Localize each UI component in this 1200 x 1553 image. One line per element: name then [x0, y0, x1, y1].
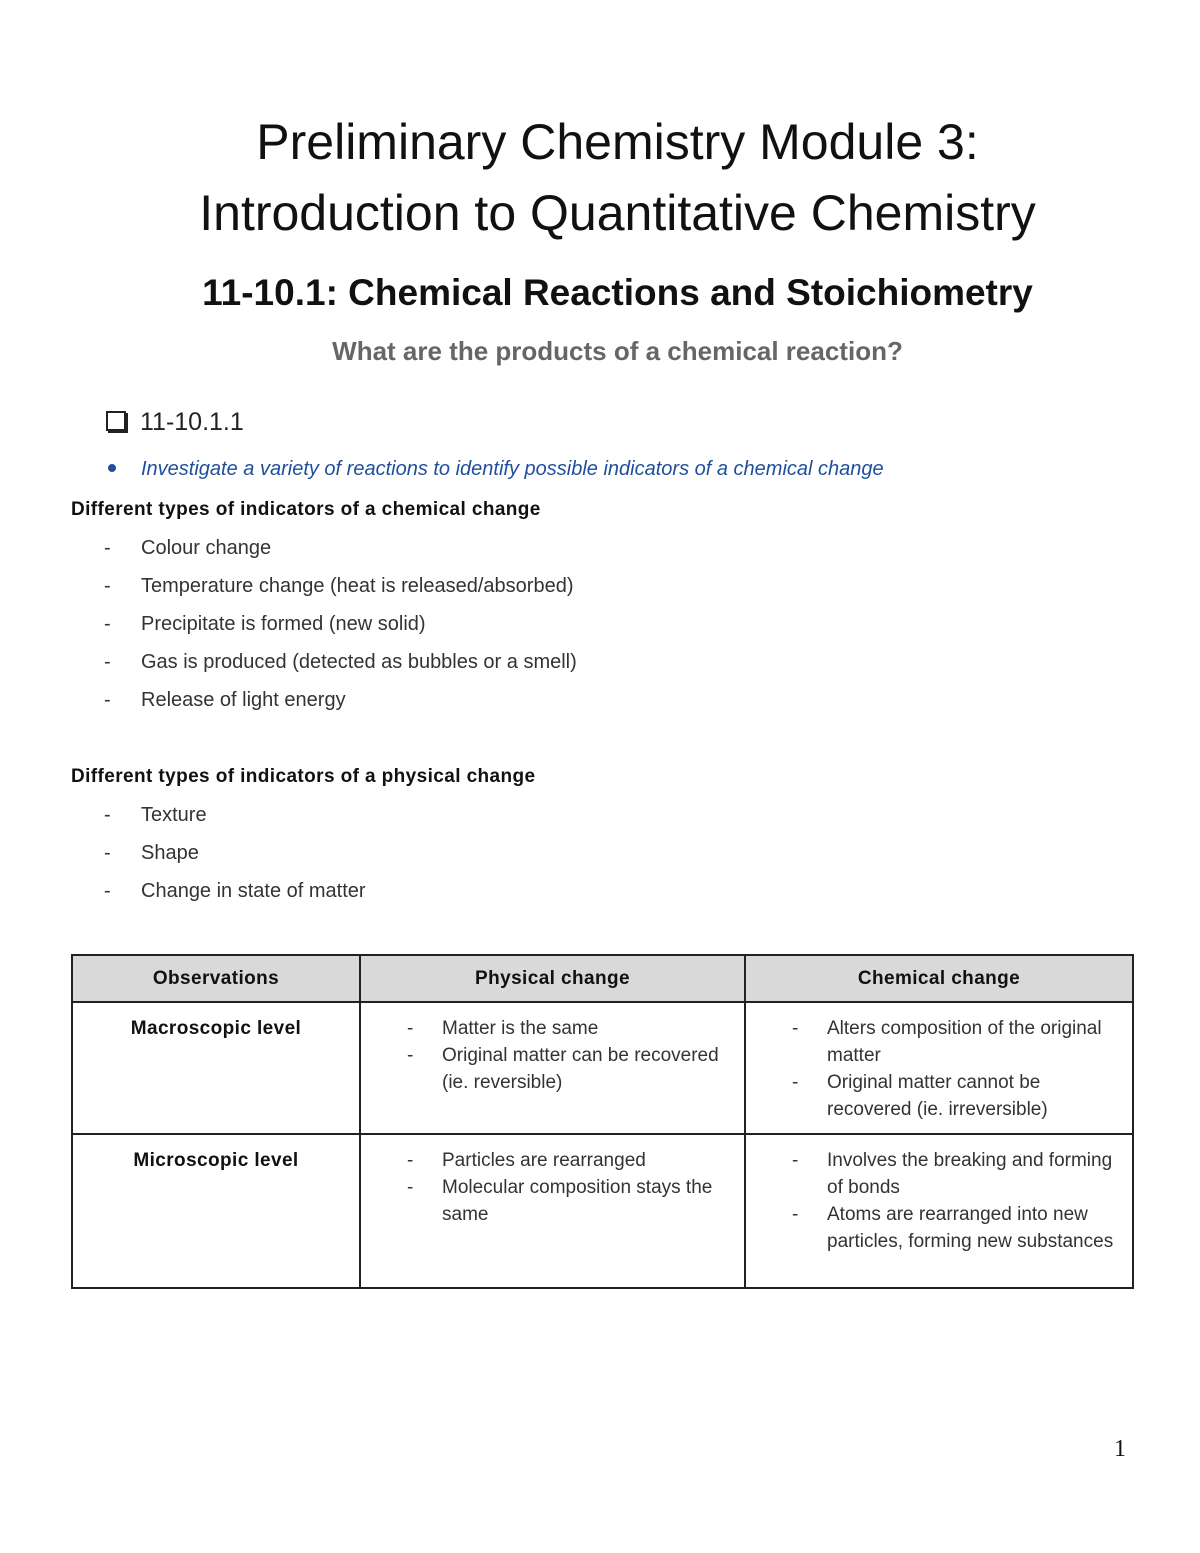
list-item: - Atoms are rearranged into new particles, forming new substances	[792, 1201, 1122, 1255]
list-item: - Gas is produced (detected as bubbles or a smell)	[104, 651, 577, 673]
table-row	[72, 1134, 1133, 1288]
list-item: - Temperature change (heat is released/absorbed)	[104, 575, 574, 597]
section-heading: 11-10.1: Chemical Reactions and Stoichiometry	[202, 272, 1033, 313]
observations-table	[71, 954, 1134, 1289]
dash-icon: -	[104, 689, 111, 711]
dash-icon: -	[104, 575, 111, 597]
table-cell	[360, 1002, 745, 1134]
list-item: - Particles are rearranged	[407, 1147, 734, 1174]
chemical-indicators-list	[104, 536, 577, 726]
list-item: - Shape	[104, 842, 199, 864]
list-item: - Release of light energy	[104, 689, 346, 711]
row-label: Macroscopic level	[72, 1002, 360, 1134]
dash-icon: -	[104, 804, 111, 826]
dash-icon: -	[104, 537, 111, 559]
document-title-line-1: Preliminary Chemistry Module 3:	[256, 114, 979, 170]
inquiry-question: What are the products of a chemical reaction?	[332, 336, 903, 366]
cell-list	[756, 1015, 1122, 1123]
dash-icon: -	[104, 880, 111, 902]
dash-icon: -	[104, 842, 111, 864]
objective-text: Investigate a variety of reactions to identify possible indicators of a chemical change	[141, 458, 884, 480]
objective-bullet	[108, 458, 884, 481]
page-number: 1	[1114, 1436, 1126, 1462]
column-header: Physical change	[360, 955, 745, 1002]
list-item: - Molecular composition stays the same	[407, 1174, 734, 1228]
table-cell	[745, 1002, 1133, 1134]
table-cell	[745, 1134, 1133, 1288]
list-item: - Original matter can be recovered (ie. reversible)	[407, 1042, 734, 1096]
list-item: - Change in state of matter	[104, 880, 366, 902]
cell-list	[756, 1147, 1122, 1255]
dash-icon: -	[104, 651, 111, 673]
list-item: - Matter is the same	[407, 1015, 734, 1042]
checklist-item	[106, 408, 244, 437]
list-item: - Original matter cannot be recovered (ie. irreversible)	[792, 1069, 1122, 1123]
cell-list	[371, 1015, 734, 1096]
list-item: - Alters composition of the original matter	[792, 1015, 1122, 1069]
list-item: - Colour change	[104, 537, 272, 559]
list-item: - Texture	[104, 804, 207, 826]
column-header: Chemical change	[745, 955, 1133, 1002]
row-label: Microscopic level	[72, 1134, 360, 1288]
column-header: Observations	[72, 955, 360, 1002]
checklist-item-label: 11-10.1.1	[140, 408, 244, 436]
bullet-dot-icon	[108, 464, 116, 472]
chemical-indicators-heading: Different types of indicators of a chemical change	[71, 499, 541, 520]
physical-indicators-list	[104, 803, 366, 917]
physical-indicators-heading: Different types of indicators of a physical change	[71, 766, 536, 787]
document-title-line-2: Introduction to Quantitative Chemistry	[199, 185, 1036, 241]
list-item: - Involves the breaking and forming of bonds	[792, 1147, 1122, 1201]
checkbox-icon	[106, 411, 126, 431]
cell-list	[371, 1147, 734, 1228]
dash-icon: -	[104, 613, 111, 635]
table-header-row	[72, 955, 1133, 1002]
table-cell	[360, 1134, 745, 1288]
table-row	[72, 1002, 1133, 1134]
list-item: - Precipitate is formed (new solid)	[104, 613, 426, 635]
